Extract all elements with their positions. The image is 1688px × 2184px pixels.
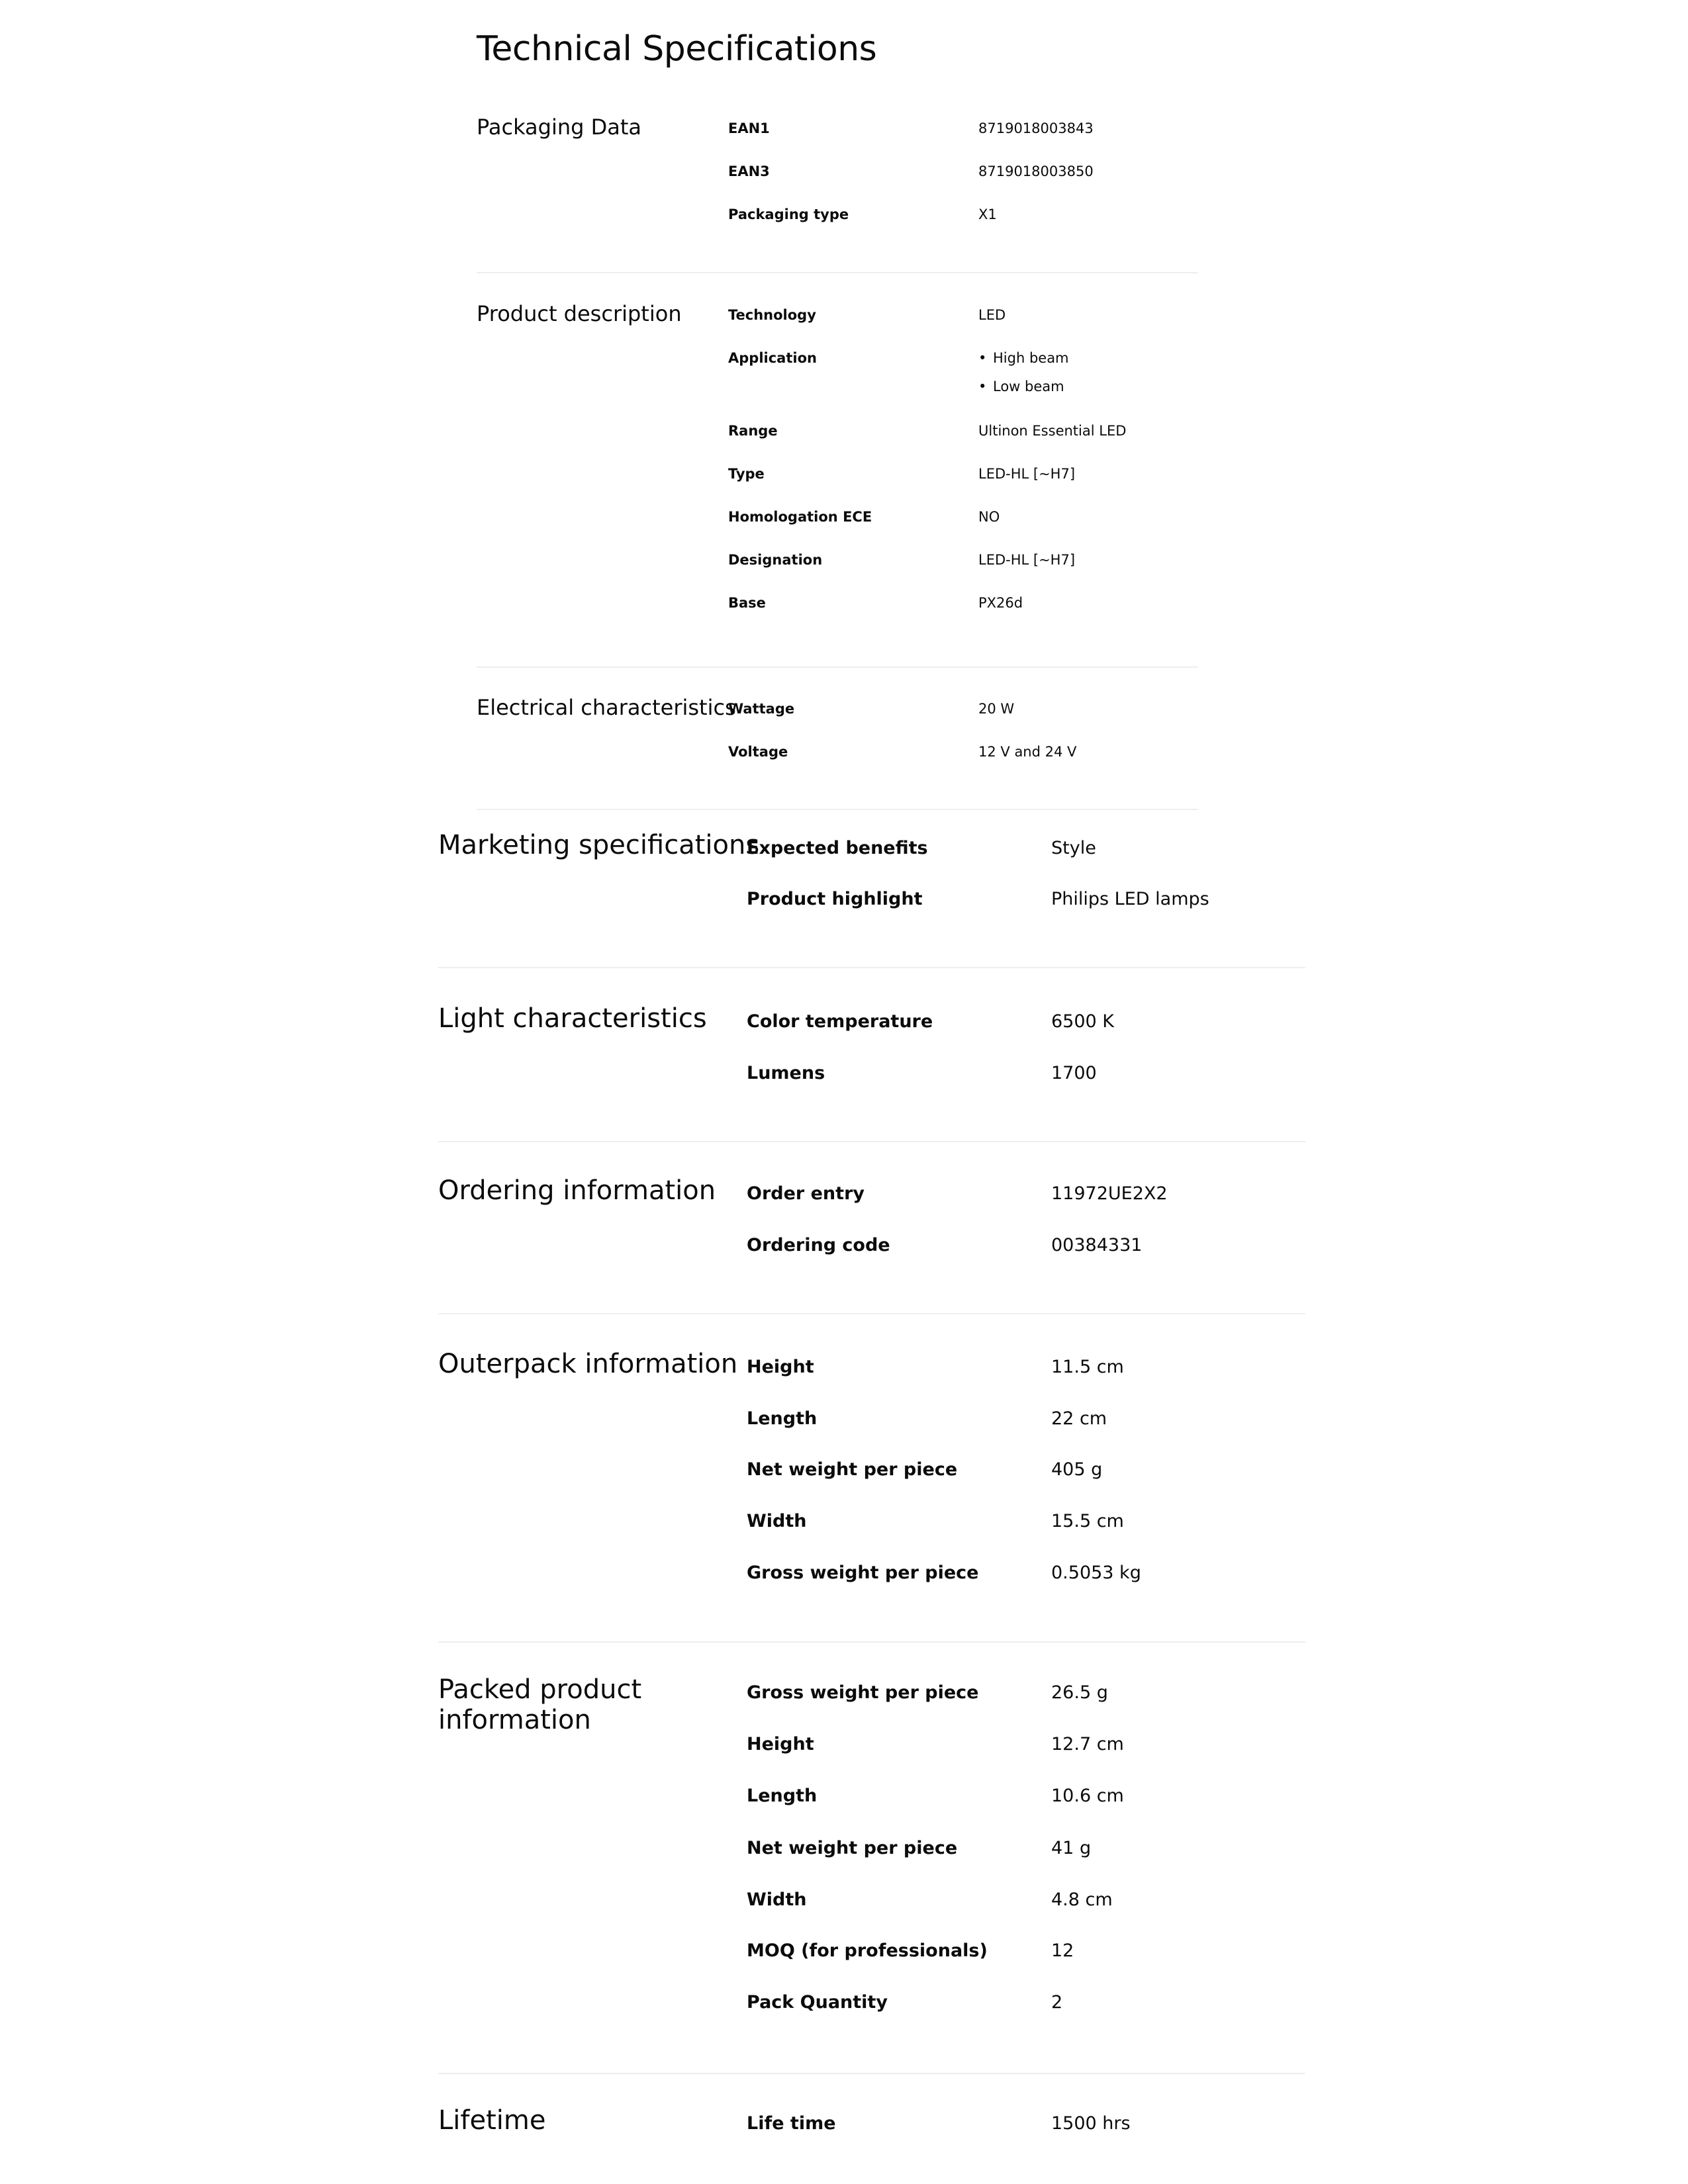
spec-value: 12 V and 24 V xyxy=(978,744,1077,760)
packaging-data-heading: Packaging Data xyxy=(477,114,642,140)
spec-label: Packaging type xyxy=(728,206,849,222)
lifetime-section xyxy=(438,2105,1305,2158)
lifetime-heading: Lifetime xyxy=(438,2105,546,2136)
ordering-heading: Ordering information xyxy=(438,1175,716,1206)
spec-value: 405 g xyxy=(1051,1459,1103,1480)
spec-label: Net weight per piece xyxy=(747,1459,958,1480)
spec-value-list xyxy=(978,344,1069,401)
electrical-heading: Electrical characteristics xyxy=(477,695,736,720)
spec-label: Width xyxy=(747,1511,807,1531)
product-description-section xyxy=(477,299,1198,657)
spec-value: PX26d xyxy=(978,595,1023,611)
spec-label: Product highlight xyxy=(747,889,923,909)
outerpack-heading: Outerpack information xyxy=(438,1349,738,1379)
spec-label: Height xyxy=(747,1357,814,1377)
spec-value: 8719018003843 xyxy=(978,120,1094,136)
spec-value: 12 xyxy=(1051,1940,1074,1961)
spec-label: Ordering code xyxy=(747,1235,890,1255)
light-section xyxy=(438,1003,1305,1136)
spec-label: Lumens xyxy=(747,1063,825,1083)
spec-value: 4.8 cm xyxy=(1051,1889,1113,1910)
spec-value: 11972UE2X2 xyxy=(1051,1183,1168,1204)
spec-label: Homologation ECE xyxy=(728,509,872,525)
spec-value: 0.5053 kg xyxy=(1051,1563,1141,1583)
spec-label: Length xyxy=(747,1408,818,1429)
spec-label: Designation xyxy=(728,552,823,568)
spec-value: LED-HL [~H7] xyxy=(978,466,1076,482)
spec-value: LED-HL [~H7] xyxy=(978,552,1076,568)
spec-value: 20 W xyxy=(978,701,1015,717)
spec-value: 8719018003850 xyxy=(978,163,1094,179)
section-divider xyxy=(438,1313,1305,1314)
spec-label: EAN1 xyxy=(728,120,770,136)
spec-value: Philips LED lamps xyxy=(1051,889,1209,909)
spec-value: Ultinon Essential LED xyxy=(978,423,1127,439)
spec-label: Range xyxy=(728,423,778,439)
section-divider xyxy=(477,809,1198,810)
section-divider xyxy=(438,2073,1305,2074)
spec-label: Technology xyxy=(728,307,816,323)
marketing-section xyxy=(438,830,1305,962)
spec-label: Color temperature xyxy=(747,1011,933,1032)
section-divider xyxy=(438,1141,1305,1142)
spec-value: LED xyxy=(978,307,1006,323)
spec-value: 11.5 cm xyxy=(1051,1357,1124,1377)
spec-label: Expected benefits xyxy=(747,838,928,858)
spec-value: 00384331 xyxy=(1051,1235,1143,1255)
spec-value: 2 xyxy=(1051,1992,1063,2013)
electrical-section xyxy=(477,693,1198,799)
spec-label: Height xyxy=(747,1734,814,1754)
packed-product-heading-line2: information xyxy=(438,1705,591,1735)
product-description-heading: Product description xyxy=(477,301,682,326)
spec-value: Style xyxy=(1051,838,1096,858)
section-divider xyxy=(477,666,1198,668)
spec-label: Length xyxy=(747,1786,818,1806)
spec-label: Net weight per piece xyxy=(747,1838,958,1858)
page-title: Technical Specifications xyxy=(477,29,877,69)
spec-label: EAN3 xyxy=(728,163,770,179)
spec-value: 15.5 cm xyxy=(1051,1511,1124,1531)
spec-label: MOQ (for professionals) xyxy=(747,1940,988,1961)
spec-value: 10.6 cm xyxy=(1051,1786,1124,1806)
list-item: • High beam xyxy=(978,344,1069,373)
spec-value: 26.5 g xyxy=(1051,1682,1108,1703)
packaging-data-section xyxy=(477,113,1198,271)
spec-label: Life time xyxy=(747,2113,836,2134)
spec-label: Voltage xyxy=(728,744,788,760)
spec-value: 6500 K xyxy=(1051,1011,1115,1032)
spec-label: Pack Quantity xyxy=(747,1992,888,2013)
spec-value: 1700 xyxy=(1051,1063,1097,1083)
section-divider xyxy=(438,967,1305,968)
spec-value: 1500 hrs xyxy=(1051,2113,1131,2134)
spec-label: Width xyxy=(747,1889,807,1910)
ordering-section xyxy=(438,1175,1305,1308)
spec-label: Wattage xyxy=(728,701,795,717)
spec-label: Gross weight per piece xyxy=(747,1682,979,1703)
spec-label: Order entry xyxy=(747,1183,865,1204)
spec-label: Type xyxy=(728,466,765,482)
spec-label: Gross weight per piece xyxy=(747,1563,979,1583)
section-divider xyxy=(477,272,1198,273)
packed-product-heading xyxy=(438,1674,641,1735)
marketing-heading: Marketing specifications xyxy=(438,830,760,860)
spec-value: NO xyxy=(978,509,1000,525)
spec-label: Base xyxy=(728,595,766,611)
outerpack-section xyxy=(438,1349,1305,1600)
list-item: • Low beam xyxy=(978,373,1069,401)
light-heading: Light characteristics xyxy=(438,1003,707,1034)
spec-value: X1 xyxy=(978,206,997,222)
section-divider xyxy=(438,1641,1305,1643)
spec-value: 12.7 cm xyxy=(1051,1734,1124,1754)
spec-value: 22 cm xyxy=(1051,1408,1107,1429)
packed-product-section xyxy=(438,1674,1305,2019)
spec-label: Application xyxy=(728,350,817,366)
spec-value: 41 g xyxy=(1051,1838,1092,1858)
packed-product-heading-line1: Packed product xyxy=(438,1674,642,1705)
